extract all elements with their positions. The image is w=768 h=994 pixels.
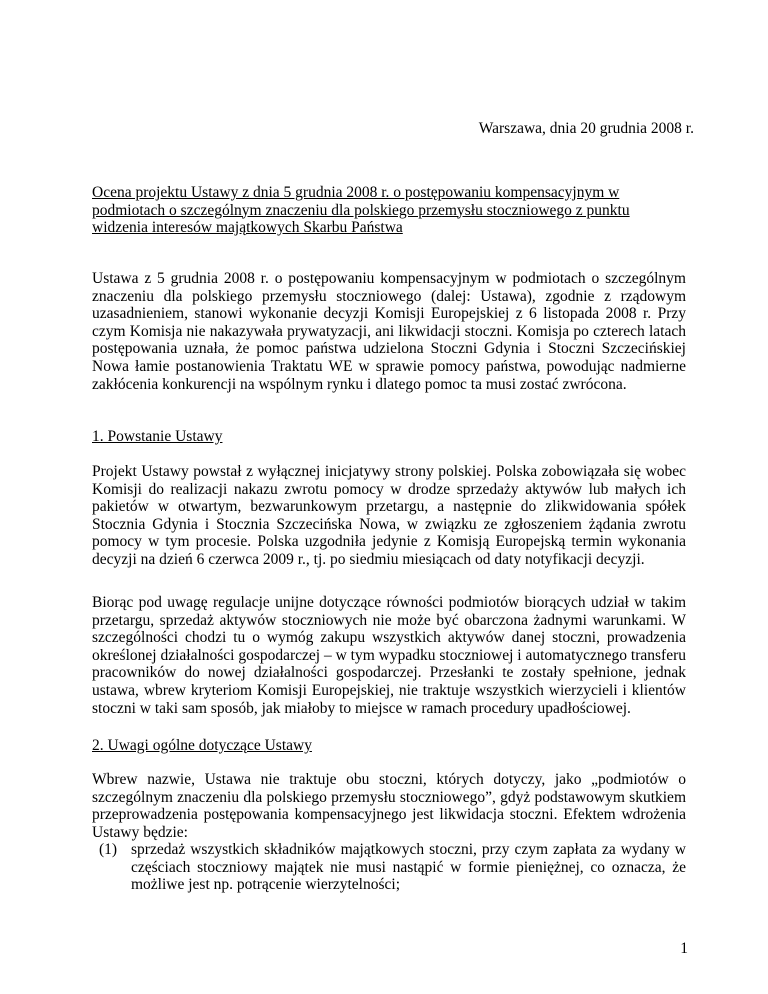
intro-paragraph: Ustawa z 5 grudnia 2008 r. o postępowaniu kompensacyjnym w podmiotach o szczególnym znaczeniu dla polskiego przemysłu stoczniowego (dalej: Ustawa), zgodnie z rządowym uzasadnieniem, stanowi wykonanie decyzji Komisji Europejskiej z 6 listopada 2008 r. Przy czym Komisja nie nakazywała prywatyzacji, ani likwidacji stoczni. Komisja po czterech latach postępowania uznała, że pomoc państwa udzielona Stoczni Gdynia i Stoczni Szczecińskiej Nowa łamie postanowienia Traktatu WE w sprawie pomocy państwa, powodując nadmierne zakłócenia konkurencji na wspólnym rynku i dlatego pomoc ta musi zostać zwrócona. [92,270,686,393]
document-title: Ocena projektu Ustawy z dnia 5 grudnia 2008 r. o postępowaniu kompensacyjnym w podmiotach o szczególnym znaczeniu dla polskiego przemysłu stoczniowego z punktu widzenia interesów majątkowych Skarbu Państwa [92,184,630,236]
section-heading: 2. Uwagi ogólne dotyczące Ustawy [92,737,312,754]
section-paragraph: Wbrew nazwie, Ustawa nie traktuje obu stoczni, których dotyczy, jako „podmiotów o szczególnym znaczeniu dla polskiego przemysłu stoczniowego”, gdyż podstawowym skutkiem przeprowadzenia postępowania kompensacyjnego jest likwidacja stoczni. Efektem wdrożenia Ustawy będzie: [92,771,686,841]
section-heading: 1. Powstanie Ustawy [92,428,223,445]
list-item [92,841,686,894]
list-item-text: sprzedaż wszystkich składników majątkowych stoczni, przy czym zapłata za wydany w częściach stoczniowy majątek nie musi nastąpić w formie pieniężnej, co oznacza, że możliwe jest np. potrącenie wierzytelności; [131,841,686,894]
place-date: Warszawa, dnia 20 grudnia 2008 r. [478,120,694,137]
effects-list [92,841,686,894]
section-paragraph: Biorąc pod uwagę regulacje unijne dotyczące równości podmiotów biorących udział w takim przetargu, sprzedaż aktywów stoczniowych nie może być obarczona żadnymi warunkami. W szczególności chodzi tu o wymóg zakupu wszystkich aktywów danej stoczni, prowadzenia określonej działalności gospodarczej – w tym wypadku stoczniowej i automatycznego transferu pracowników do nowej działalności gospodarczej. Przesłanki te zostały spełnione, jednak ustawa, wbrew kryteriom Komisji Europejskiej, nie traktuje wszystkich wierzycieli i klientów stoczni w taki sam sposób, jak miałoby to miejsce w ramach procedury upadłościowej. [92,594,686,717]
page-number: 1 [680,940,688,957]
list-item-marker: (1) [99,841,118,858]
section-paragraph: Projekt Ustawy powstał z wyłącznej inicjatywy strony polskiej. Polska zobowiązała się wobec Komisji do realizacji nakazu zwrotu pomocy w drodze sprzedaży aktywów lub małych ich pakietów w otwartym, bezwarunkowym przetargu, a następnie do zlikwidowania spółek Stocznia Gdynia i Stocznia Szczecińska Nowa, w związku ze zgłoszeniem żądania zwrotu pomocy w tym procesie. Polska uzgodniła jedynie z Komisją Europejską termin wykonania decyzji na dzień 6 czerwca 2009 r., tj. po siedmiu miesiącach od daty notyfikacji decyzji. [92,463,686,568]
